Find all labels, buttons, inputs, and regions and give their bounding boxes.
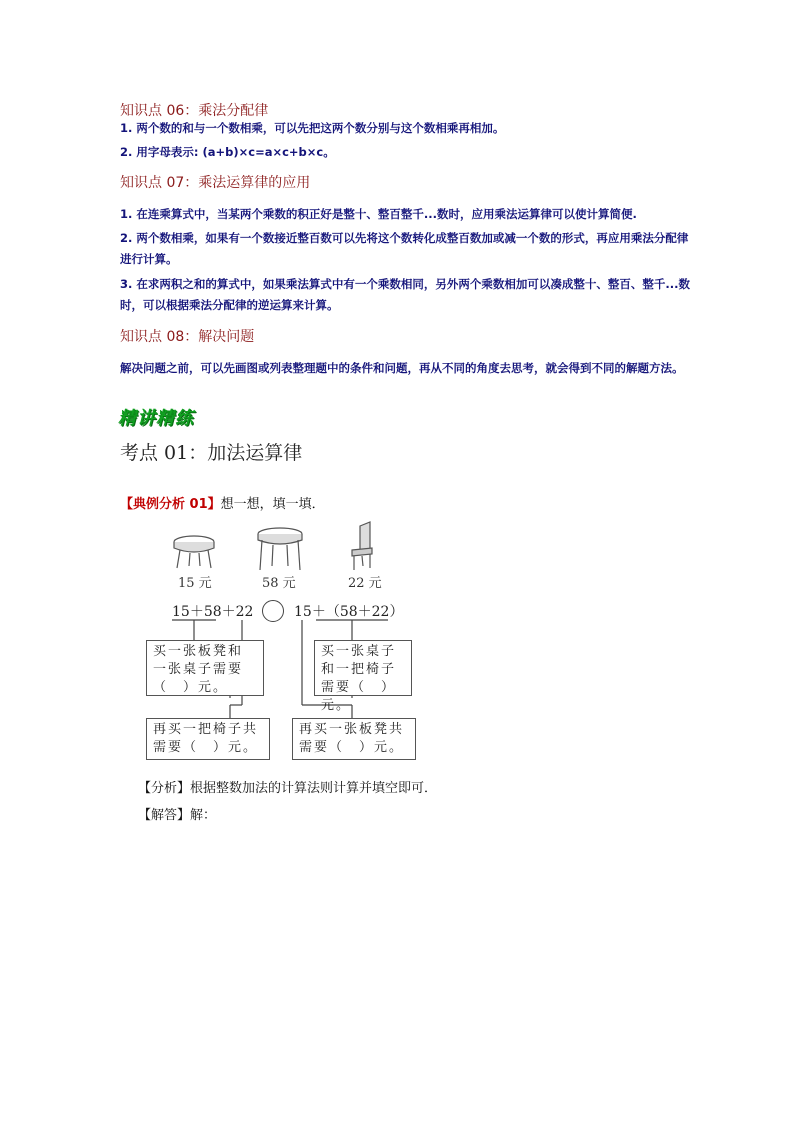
kp08-line1: 解决问题之前，可以先画图或列表整理题中的条件和问题，再从不同的角度去思考，就会得到不同的解题方法。 (120, 361, 684, 375)
answer-line (138, 804, 216, 823)
kp08-title: 知识点 08：解决问题 (120, 329, 255, 345)
box-right-step2: 再买一张板凳共需要（ ）元。 (292, 718, 416, 760)
section-heading: 考点 01：加法运算律 (120, 442, 303, 464)
stool-icon (174, 536, 214, 568)
example-text: 想一想，填一填． (220, 497, 325, 512)
box-right-step1: 买一张桌子和一把椅子需要（ ）元。 (314, 640, 412, 696)
price-chair: 22 元 (348, 576, 382, 591)
analysis-text: 根据整数加法的计算法则计算并填空即可． (190, 781, 438, 796)
kp07-line2: 2. 两个数相乘，如果有一个数接近整百数可以先将这个数转化成整百数加或减一个数的形式，再应用乘法分配律进行计算。 (120, 231, 689, 266)
compare-circle[interactable] (262, 600, 284, 622)
box-left-step1: 买一张板凳和一张桌子需要（ ）元。 (146, 640, 264, 696)
box-left-step2: 再买一把椅子共需要（ ）元。 (146, 718, 270, 760)
kp07-line1: 1. 在连乘算式中，当某两个乘数的积正好是整十、整百整千...数时，应用乘法运算律可以使计算简便. (120, 207, 637, 221)
example-figure (142, 520, 424, 770)
table-icon (258, 528, 302, 570)
answer-label: 【解答】 (138, 808, 191, 823)
analysis-line (138, 777, 437, 796)
price-table: 58 元 (262, 576, 296, 591)
expr-right: 15＋（58＋22） (294, 604, 404, 620)
kp07-line3: 3. 在求两积之和的算式中，如果乘法算式中有一个乘数相同，另外两个乘数相加可以凑成整十、整百、整千...数时，可以根据乘法分配律的逆运算来计算。 (120, 277, 690, 312)
price-stool: 15 元 (178, 576, 212, 591)
section-banner: 精讲精练 (118, 408, 194, 429)
answer-text: 解： (190, 808, 217, 823)
kp06-title: 知识点 06：乘法分配律 (120, 103, 269, 119)
example-tag: 【典例分析 01】 (120, 497, 221, 512)
chair-icon (352, 522, 372, 570)
example-line (120, 493, 325, 512)
kp06-line2: 2. 用字母表示: (a+b)×c=a×c+b×c。 (120, 145, 335, 159)
kp07-title: 知识点 07：乘法运算律的应用 (120, 175, 311, 191)
expr-left: 15＋58＋22 (172, 604, 254, 620)
analysis-label: 【分析】 (138, 781, 191, 796)
kp06-line1: 1. 两个数的和与一个数相乘，可以先把这两个数分别与这个数相乘再相加。 (120, 121, 505, 135)
